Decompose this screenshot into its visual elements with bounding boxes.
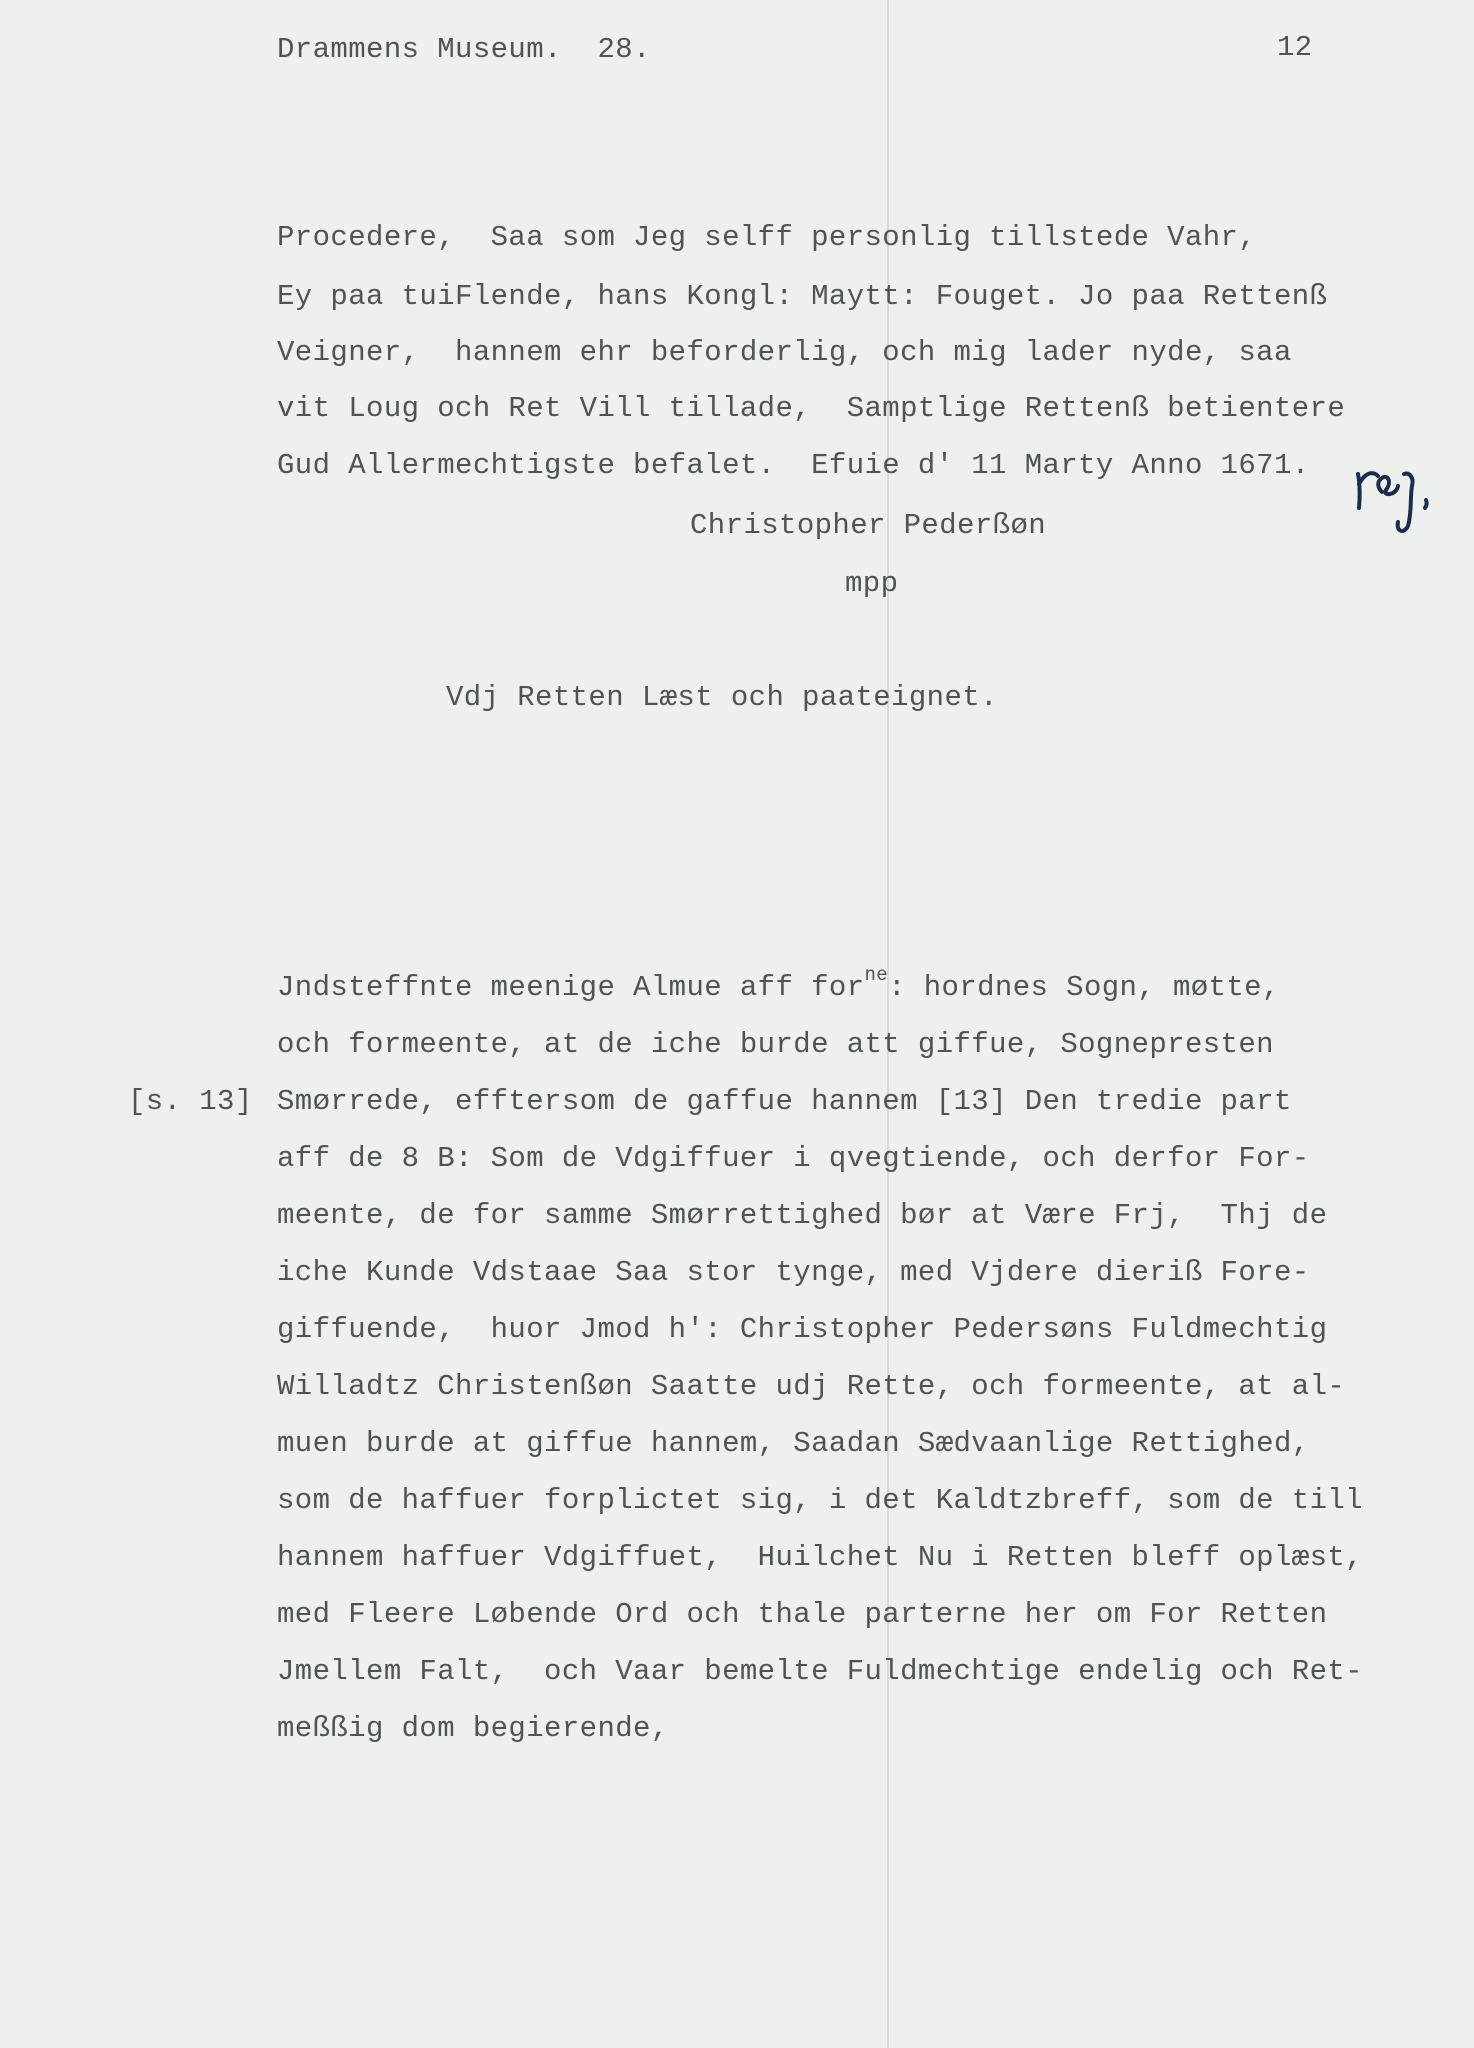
section2-line: meßßig dom begierende, — [277, 1712, 669, 1745]
section2-line: meente, de for samme Smørrettighed bør at Være Frj, Thj de — [277, 1199, 1328, 1232]
section2-line: aff de 8 B: Som de Vdgiffuer i qvegtiende, och derfor For- — [277, 1142, 1310, 1175]
section2-first-line-start: Jndsteffnte meenige Almue aff for — [277, 971, 865, 1004]
section2-line: giffuende, huor Jmod h': Christopher Pedersøns Fuldmechtig — [277, 1313, 1328, 1346]
section1-line: Gud Allermechtigste befalet. Efuie d' 11 Marty Anno 1671. — [277, 449, 1310, 482]
section2-first-line-end: : hordnes Sogn, møtte, — [888, 971, 1280, 1004]
section2-line: hannem haffuer Vdgiffuet, Huilchet Nu i Retten bleff oplæst, — [277, 1541, 1363, 1574]
section1-line: Procedere, Saa som Jeg selff personlig tillstede Vahr, — [277, 221, 1257, 254]
section1-line: Ey paa tuiFlende, hans Kongl: Maytt: Fouget. Jo paa Rettenß — [277, 280, 1328, 313]
section2-line: Willadtz Christenßøn Saatte udj Rette, och formeente, at al- — [277, 1370, 1346, 1403]
margin-page-reference: [s. 13] — [128, 1085, 253, 1118]
section2-line: med Fleere Løbende Ord och thale parterne her om For Retten — [277, 1598, 1328, 1631]
court-ruling-line: Vdj Retten Læst och paateignet. — [446, 681, 998, 714]
section2-line: muen burde at giffue hannem, Saadan Sædvaanlige Rettighed, — [277, 1427, 1310, 1460]
page-number: 12 — [1277, 31, 1313, 64]
section2-line: Jmellem Falt, och Vaar bemelte Fuldmechtige endelig och Ret- — [277, 1655, 1363, 1688]
signature-suffix: mpp — [845, 567, 899, 600]
section2-line: iche Kunde Vdstaae Saa stor tynge, med Vjdere dieriß Fore- — [277, 1256, 1310, 1289]
section2-line: Smørrede, efftersom de gaffue hannem [13] Den tredie part — [277, 1085, 1292, 1118]
signature-name: Christopher Pederßøn — [690, 509, 1047, 542]
section1-line: vit Loug och Ret Vill tillade, Samptlige Rettenß betientere — [277, 392, 1346, 425]
section2-line: som de haffuer forplictet sig, i det Kaldtzbreff, som de till — [277, 1484, 1363, 1517]
section1-line: Veigner, hannem ehr beforderlig, och mig lader nyde, saa — [277, 336, 1292, 369]
handwritten-reg-note — [1352, 456, 1432, 536]
section2-line: och formeente, at de iche burde att giffue, Sognepresten — [277, 1028, 1274, 1061]
section2-first-line — [277, 964, 1280, 1006]
superscript-ne: ne — [864, 964, 889, 987]
header-title: Drammens Museum. 28. — [277, 33, 651, 66]
